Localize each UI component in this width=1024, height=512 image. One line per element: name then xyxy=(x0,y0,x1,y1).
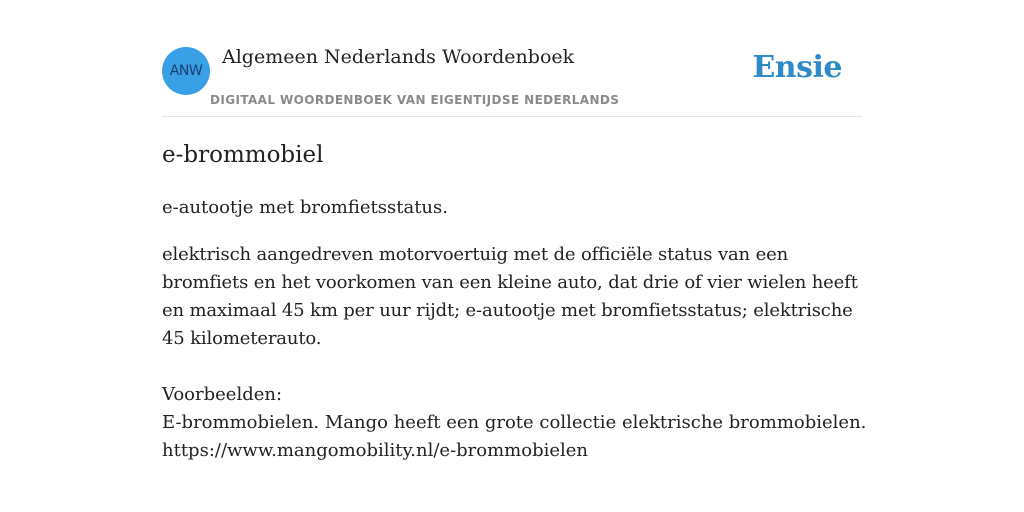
logo-text: ANW xyxy=(169,63,203,79)
anw-logo[interactable] xyxy=(162,47,210,95)
entry-content xyxy=(162,136,874,465)
examples-label: Voorbeelden: xyxy=(162,384,283,405)
long-definition: elektrisch aangedreven motorvoertuig met de officiële status van een bromfiets en het voorkomen van een kleine auto, dat drie of vier wielen heeft en maximaal 45 km per uur rijdt; e-autootje met bromfietsstatus; elektrische 45 kilometerauto. xyxy=(162,244,858,349)
site-header xyxy=(162,40,862,117)
short-definition: e-autootje met bromfietsstatus. xyxy=(162,197,448,218)
example-sentence: E-brommobielen. Mango heeft een grote collectie elektrische brommobielen. xyxy=(162,412,867,433)
ensie-brand-logo[interactable]: Ensie xyxy=(752,50,842,85)
entry-headword: e-brommobiel xyxy=(162,142,324,168)
site-subtitle: DIGITAAL WOORDENBOEK VAN EIGENTIJDSE NEDERLANDS xyxy=(210,93,620,107)
examples-block xyxy=(162,381,874,465)
site-title[interactable]: Algemeen Nederlands Woordenboek xyxy=(222,46,575,68)
example-source-url: https://www.mangomobility.nl/e-brommobielen xyxy=(162,440,589,461)
